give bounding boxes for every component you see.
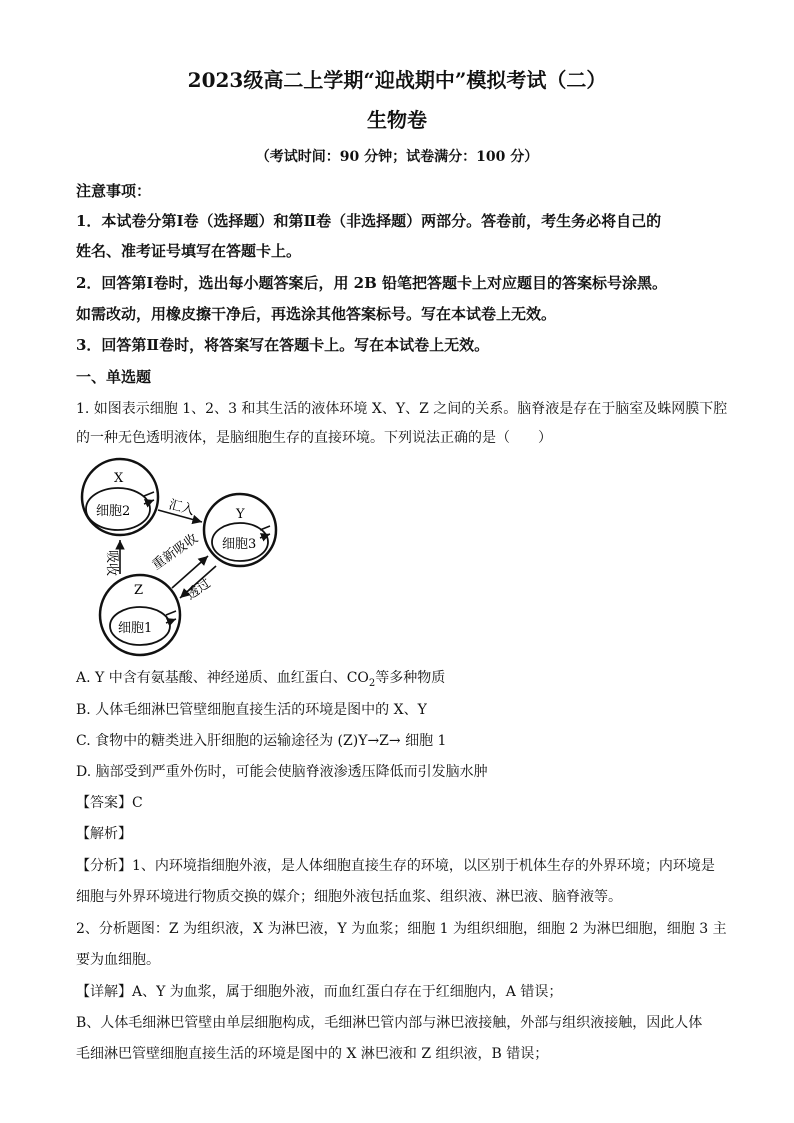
z-label: Z (134, 583, 144, 598)
notice-item: 姓名、准考证号填写在答题卡上。 (76, 242, 302, 260)
cell2-label: 细胞2 (96, 504, 131, 519)
detail-label: 【详解】 (76, 984, 132, 1000)
option-b: B. 人体毛细淋巴管壁细胞直接生活的环境是图中的 X、Y (76, 702, 427, 718)
analysis-line: 要为血细胞。 (76, 952, 160, 968)
analysis-line (76, 855, 726, 875)
option-a (76, 667, 726, 689)
notice-item: 如需改动，用橡皮擦干净后，再选涂其他答案标号。写在本试卷上无效。 (76, 305, 557, 323)
answer-label: 【答案】 (76, 795, 132, 811)
analysis-line: 2、分析题图：Z 为组织液，X 为淋巴液，Y 为血浆；细胞 1 为组织细胞，细胞 2 为淋巴细胞，细胞 3 主 (76, 921, 727, 937)
question-stem: 的一种无色透明液体，是脑细胞生存的直接环境。下列说法正确的是（ ） (76, 430, 552, 446)
option-a-text: A. Y 中含有氨基酸、神经递质、血红蛋白、CO (76, 670, 369, 686)
notice-heading: 注意事项： (76, 182, 152, 200)
exam-title: 2023级高二上学期“迎战期中”模拟考试（二） (187, 68, 607, 92)
detail-line (76, 981, 726, 1001)
question-stem: 1. 如图表示细胞 1、2、3 和其生活的液体环境 X、Y、Z 之间的关系。脑脊液是存在于脑室及蛛网膜下腔 (76, 401, 728, 417)
option-d: D. 脑部受到严重外伤时，可能会使脑脊液渗透压降低而引发脑水肿 (76, 764, 488, 780)
analysis-label: 【解析】 (76, 826, 132, 842)
notice-item: 3．回答第Ⅱ卷时，将答案写在答题卡上。写在本试卷上无效。 (76, 336, 490, 354)
section-heading: 一、单选题 (76, 368, 152, 386)
analysis-text: 1、内环境指细胞外液，是人体细胞直接生存的环境，以区别于机体生存的外界环境；内环境是 (132, 858, 715, 874)
analysis-line: 细胞与外界环境进行物质交换的媒介；细胞外液包括血浆、组织液、淋巴液、脑脊液等。 (76, 889, 622, 905)
flow-in-label: 汇入 (166, 497, 196, 519)
absorb-label: 吸收 (104, 550, 119, 577)
cell1-label: 细胞1 (118, 621, 153, 636)
notice-item: 2．回答第Ⅰ卷时，选出每小题答案后，用 2B 铅笔把答题卡上对应题目的答案标号涂黑。 (76, 274, 668, 292)
co2-subscript: 2 (368, 677, 376, 689)
detail-line: B、人体毛细淋巴管壁由单层细胞构成，毛细淋巴管内部与淋巴液接触，外部与组织液接触，因此人体 (76, 1015, 703, 1031)
cell3-label: 细胞3 (222, 537, 257, 552)
x-label: X (114, 471, 124, 486)
y-label: Y (236, 507, 245, 522)
answer-value: C (132, 795, 143, 811)
reabsorb-label: 重新吸收 (149, 531, 201, 574)
option-a-tail: 等多种物质 (375, 670, 446, 686)
detail-line: 毛细淋巴管壁细胞直接生活的环境是图中的 X 淋巴液和 Z 组织液，B 错误； (76, 1046, 549, 1062)
detail-text: A、Y 为血浆，属于细胞外液，而血红蛋白存在于红细胞内，A 错误； (132, 984, 563, 1000)
y-fluid-circle (204, 494, 276, 566)
permeate-label: 透过 (183, 576, 214, 604)
body-fluid-diagram (74, 452, 314, 662)
exam-info: （考试时间：90 分钟；试卷满分：100 分） (255, 149, 539, 165)
answer-line (76, 792, 726, 812)
subject-title: 生物卷 (367, 108, 427, 132)
analysis-sublabel: 【分析】 (76, 858, 132, 874)
notice-item: 1．本试卷分第Ⅰ卷（选择题）和第Ⅱ卷（非选择题）两部分。答卷前，考生务必将自己的 (76, 212, 662, 230)
option-c: C. 食物中的糖类进入肝细胞的运输途径为 (Z)Y→Z→ 细胞 1 (76, 733, 447, 749)
